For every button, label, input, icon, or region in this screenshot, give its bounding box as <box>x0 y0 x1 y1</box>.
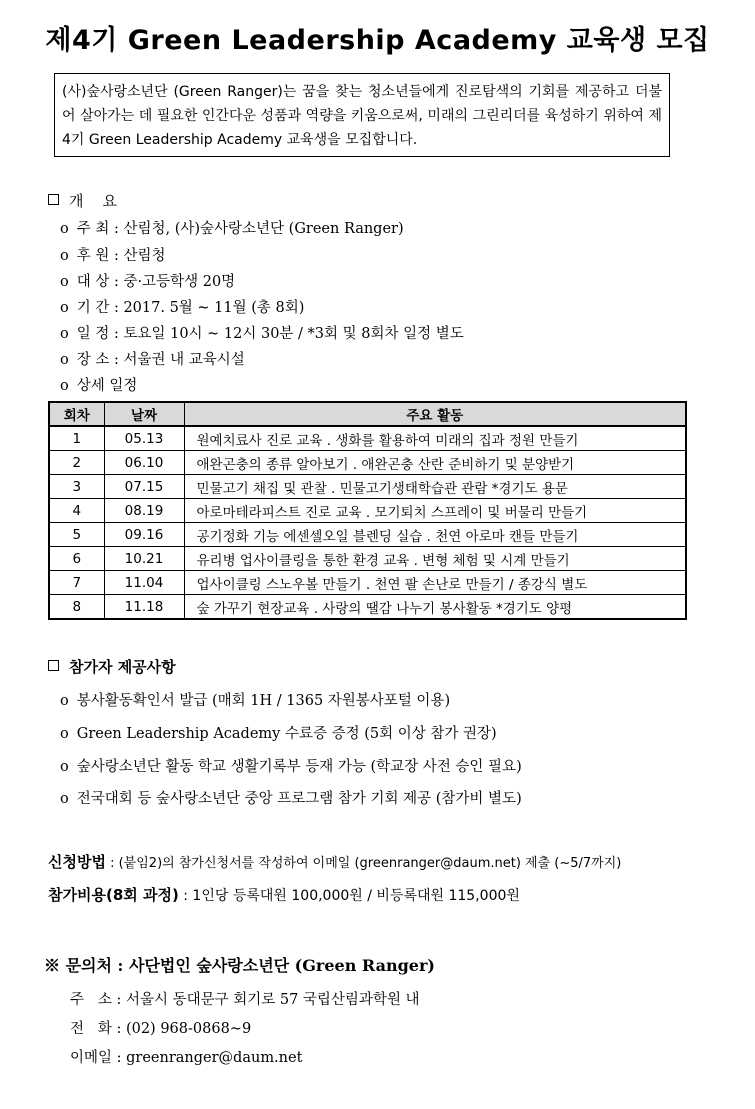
contact-heading: ※ 문의처 : 사단법인 숲사랑소년단 (Green Ranger) <box>44 956 435 975</box>
table-row: 8 11.18 숲 가꾸기 현장교육 . 사랑의 땔감 나누기 봉사활동 *경기도 양평 <box>49 595 686 620</box>
benefit-item: o Green Leadership Academy 수료증 증정 (5회 이상 참가 권장) <box>60 726 497 742</box>
table-row: 4 08.19 아로마테라피스트 진로 교육 . 모기퇴치 스프레이 및 버물리 만들기 <box>49 499 686 523</box>
overview-item: o 장 소 : 서울권 내 교육시설 <box>60 352 245 368</box>
overview-item: o 대 상 : 중·고등학생 20명 <box>60 274 236 290</box>
overview-item: o 일 정 : 토요일 10시 ~ 12시 30분 / *3회 및 8회차 일정 별도 <box>60 326 464 342</box>
intro-box: (사)숲사랑소년단 (Green Ranger)는 꿈을 찾는 청소년들에게 진로탐색의 기회를 제공하고 더불어 살아가는 데 필요한 인간다운 성품과 역량을 키움으로써, 미래의 그린리더를 육성하기 위하여 제4기 Green Leadership Academy 교육생을 모집합니다. <box>54 73 670 157</box>
table-header-row <box>49 402 686 426</box>
contact-email: 이메일 : greenranger@daum.net <box>70 1050 303 1066</box>
overview-item: o 후 원 : 산림청 <box>60 248 166 264</box>
schedule-table <box>48 401 687 620</box>
square-bullet-icon <box>48 194 59 205</box>
benefit-item: o 봉사활동확인서 발급 (매회 1H / 1365 자원봉사포털 이용) <box>60 693 451 709</box>
header-date: 날짜 <box>104 402 184 426</box>
apply-method: 신청방법 : (붙임2)의 참가신청서를 작성하여 이메일 (greenranger@daum.net) 제출 (~5/7까지) <box>48 853 622 871</box>
section-overview-heading: 개 요 <box>48 190 117 211</box>
contact-phone: 전 화 : (02) 968-0868~9 <box>70 1021 252 1037</box>
square-bullet-icon <box>48 660 59 671</box>
overview-item: o 주 최 : 산림청, (사)숲사랑소년단 (Green Ranger) <box>60 221 404 237</box>
table-row: 6 10.21 유리병 업사이클링을 통한 환경 교육 . 변형 체험 및 시계 만들기 <box>49 547 686 571</box>
benefit-item: o 전국대회 등 숲사랑소년단 중앙 프로그램 참가 기회 제공 (참가비 별도) <box>60 791 522 807</box>
contact-address: 주 소 : 서울시 동대문구 회기로 57 국립산림과학원 내 <box>70 992 420 1008</box>
apply-fee: 참가비용(8회 과정) : 1인당 등록대원 100,000원 / 비등록대원 115,000원 <box>48 886 520 904</box>
table-row: 1 05.13 원예치료사 진로 교육 . 생화를 활용하여 미래의 집과 정원 만들기 <box>49 426 686 451</box>
section-benefits-heading: 참가자 제공사항 <box>48 656 176 677</box>
table-row: 3 07.15 민물고기 채집 및 관찰 . 민물고기생태학습관 관람 *경기도 용문 <box>49 475 686 499</box>
table-row: 2 06.10 애완곤충의 종류 알아보기 . 애완곤충 산란 준비하기 및 분양받기 <box>49 451 686 475</box>
table-row: 5 09.16 공기정화 기능 에센셀오일 블렌딩 실습 . 천연 아로마 캔들 만들기 <box>49 523 686 547</box>
overview-item: o 상세 일정 <box>60 378 138 394</box>
table-row: 7 11.04 업사이클링 스노우볼 만들기 . 천연 팔 손난로 만들기 / 종강식 별도 <box>49 571 686 595</box>
benefit-item: o 숲사랑소년단 활동 학교 생활기록부 등재 가능 (학교장 사전 승인 필요) <box>60 759 522 775</box>
header-round: 회차 <box>49 402 104 426</box>
overview-item: o 기 간 : 2017. 5월 ~ 11월 (총 8회) <box>60 300 305 316</box>
header-activity: 주요 활동 <box>184 402 686 426</box>
page-title: 제4기 Green Leadership Academy 교육생 모집 <box>45 25 710 56</box>
